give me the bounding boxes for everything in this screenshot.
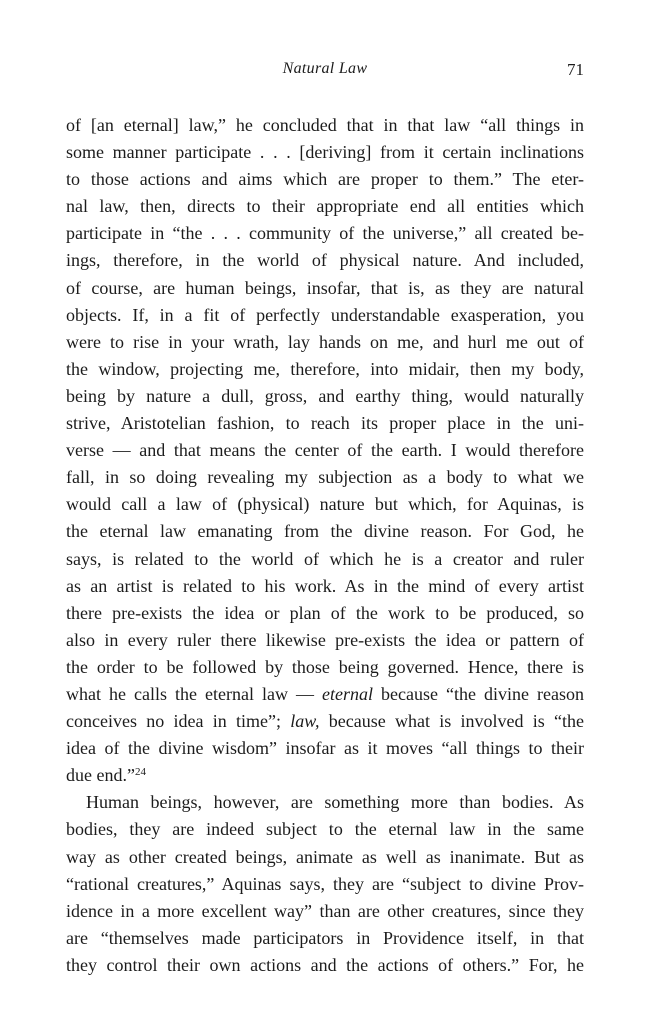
- text-line: there pre-exists the idea or plan of the work to be produced, so: [66, 602, 584, 623]
- text-line: way as other created beings, animate as well as inanimate. But as: [66, 846, 584, 867]
- text-span: due end.”: [66, 765, 135, 786]
- running-head-title: Natural Law: [282, 60, 368, 77]
- text-line: some manner participate . . . [deriving] from it certain inclinations: [66, 142, 584, 163]
- text-line: the order to be followed by those being governed. Hence, there is: [66, 656, 584, 677]
- text-line: participate in “the . . . community of the universe,” all created be-: [66, 223, 584, 244]
- text-span: because what is involved is “the: [319, 711, 584, 732]
- text-line: bodies, they are indeed subject to the eternal law in the same: [66, 819, 584, 840]
- text-line: were to rise in your wrath, lay hands on me, and hurl me out of: [66, 331, 584, 352]
- text-span: conceives no idea in time”;: [66, 711, 291, 732]
- text-line: also in every ruler there likewise pre-exists the idea or pattern of: [66, 629, 584, 650]
- text-line: strive, Aristotelian fashion, to reach its proper place in the uni-: [66, 413, 584, 434]
- text-line: would call a law of (physical) nature but which, for Aquinas, is: [66, 494, 584, 515]
- footnote-reference: 24: [134, 766, 146, 779]
- text-line: being by nature a dull, gross, and earthy thing, would naturally: [66, 385, 584, 406]
- text-line: nal law, then, directs to their appropriate end all entities which: [66, 196, 584, 217]
- text-line: [66, 762, 584, 789]
- body-text: [66, 112, 584, 979]
- text-line: they control their own actions and the actions of others.” For, he: [66, 954, 584, 975]
- text-line: idence in a more excellent way” than are other creatures, since they: [66, 900, 584, 921]
- text-span: because “the divine reason: [373, 683, 584, 704]
- running-head: [66, 60, 584, 86]
- text-line: of course, are human beings, insofar, that is, as they are natural: [66, 277, 584, 298]
- italic-term-eternal: eternal: [322, 683, 374, 704]
- text-line: Human beings, however, are something more than bodies. As: [86, 792, 584, 813]
- text-line: the eternal law emanating from the divine reason. For God, he: [66, 521, 584, 542]
- text-line: idea of the divine wisdom” insofar as it moves “all things to their: [66, 738, 584, 759]
- text-line: [66, 708, 584, 735]
- text-line: [66, 681, 584, 708]
- italic-term-law: law,: [290, 711, 320, 732]
- text-line: of [an eternal] law,” he concluded that in that law “all things in: [66, 115, 584, 135]
- text-line: ings, therefore, in the world of physical nature. And included,: [66, 250, 584, 271]
- text-line: to those actions and aims which are proper to them.” The eter-: [66, 169, 584, 190]
- text-line: the window, projecting me, therefore, into midair, then my body,: [66, 358, 584, 379]
- text-line: are “themselves made participators in Providence itself, in that: [66, 927, 584, 948]
- text-line: says, is related to the world of which he is a creator and ruler: [66, 548, 584, 569]
- text-line: as an artist is related to his work. As in the mind of every artist: [66, 575, 584, 596]
- text-line: fall, in so doing revealing my subjection as a body to what we: [66, 467, 584, 488]
- page-number: 71: [567, 60, 584, 79]
- text-line: objects. If, in a fit of perfectly understandable exasperation, you: [66, 304, 584, 325]
- text-line: “rational creatures,” Aquinas says, they are “subject to divine Prov-: [66, 873, 584, 894]
- text-span: what he calls the eternal law —: [66, 683, 323, 704]
- text-line: verse — and that means the center of the earth. I would therefore: [66, 440, 584, 461]
